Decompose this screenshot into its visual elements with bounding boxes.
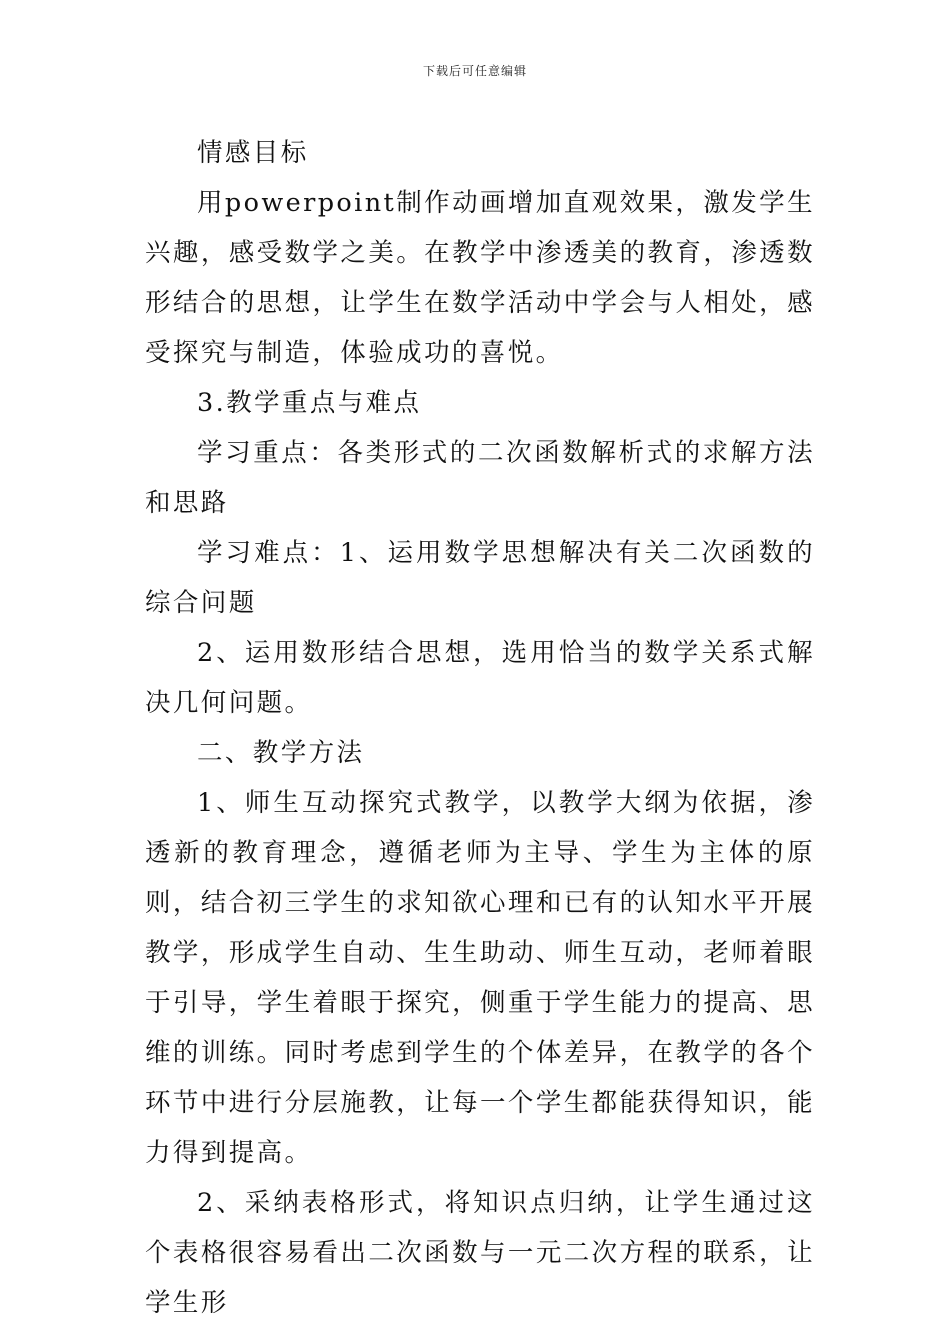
body-paragraph: 学习重点：各类形式的二次函数解析式的求解方法和思路	[145, 438, 815, 518]
body-paragraph: 学习难点：1、运用数学思想解决有关二次函数的综合问题	[145, 538, 815, 618]
section-heading-emotional-goals: 情感目标	[197, 138, 309, 168]
body-paragraph: 用powerpoint制作动画增加直观效果，激发学生兴趣，感受数学之美。在教学中渗透美的教育，渗透数形结合的思想，让学生在数学活动中学会与人相处，感受探究与制造，体验成功的喜悦。	[145, 188, 815, 368]
body-paragraph: 1、师生互动探究式教学，以教学大纲为依据，渗透新的教育理念，遵循老师为主导、学生为主体的原则，结合初三学生的求知欲心理和已有的认知水平开展教学，形成学生自动、生生助动、师生互动，老师着眼于引导，学生着眼于探究，侧重于学生能力的提高、思维的训练。同时考虑到学生的个体差异，在教学的各个环节中进行分层施教，让每一个学生都能获得知识，能力得到提高。	[145, 788, 815, 1168]
document-body	[145, 128, 815, 1328]
section-heading-key-points: 3.教学重点与难点	[197, 388, 422, 418]
page-header: 下载后可任意编辑	[422, 64, 527, 78]
body-paragraph: 2、采纳表格形式，将知识点归纳，让学生通过这个表格很容易看出二次函数与一元二次方程的联系，让学生形	[145, 1188, 815, 1318]
section-heading-teaching-methods: 二、教学方法	[197, 738, 365, 768]
body-paragraph: 2、运用数形结合思想，选用恰当的数学关系式解决几何问题。	[145, 638, 815, 718]
